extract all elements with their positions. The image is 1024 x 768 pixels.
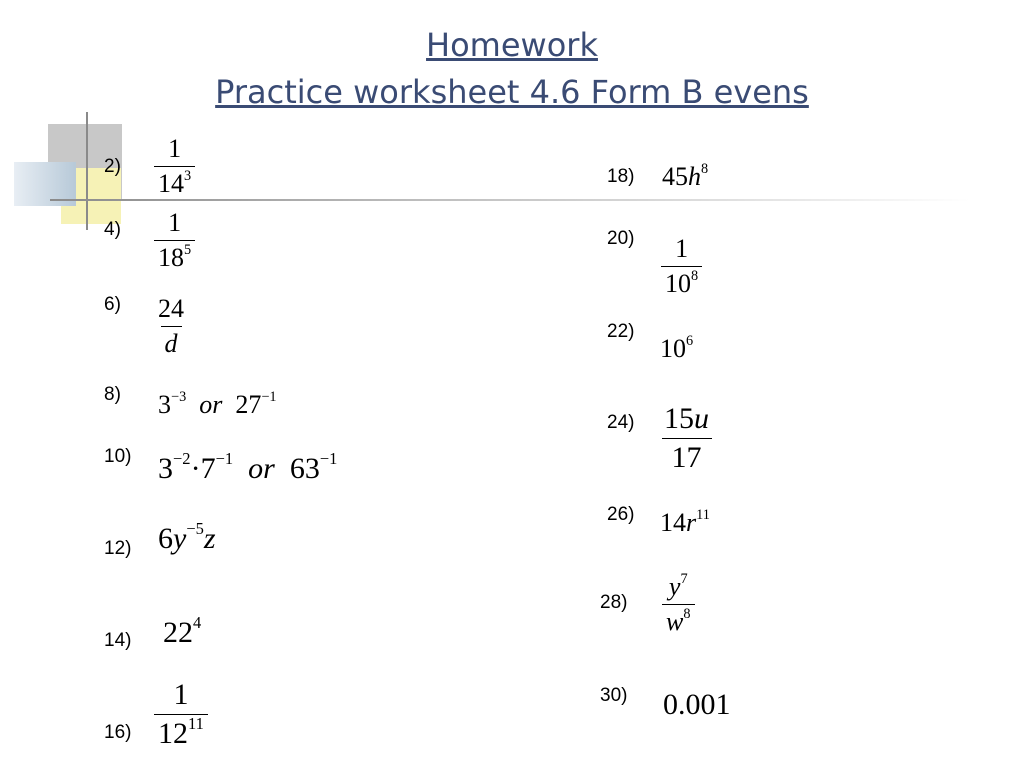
- problem-number-14: 14): [104, 630, 132, 651]
- page-subtitle: Practice worksheet 4.6 Form B evens: [215, 73, 809, 111]
- answer-4: $\frac{1}{18^5}$: [154, 210, 195, 271]
- answer-22: $10^6$: [660, 332, 694, 363]
- problem-number-28: 28): [600, 592, 628, 613]
- answer-18: $45h^8$: [662, 160, 709, 191]
- answer-20: $\frac{1}{10^8}$: [661, 236, 702, 297]
- problem-number-2: 2): [104, 156, 121, 177]
- problem-number-30: 30): [600, 685, 628, 706]
- problem-number-8: 8): [104, 384, 121, 405]
- problem-number-20: 20): [607, 228, 635, 249]
- problem-number-16: 16): [104, 722, 132, 743]
- problem-number-26: 26): [607, 504, 635, 525]
- problem-number-10: 10): [104, 446, 132, 467]
- problem-number-22: 22): [607, 321, 635, 342]
- answer-14: $22^4$: [163, 612, 202, 649]
- answer-8: $3^{-3}$ or $27^{-1}$: [158, 388, 277, 419]
- decor-vertical-line: [86, 112, 88, 230]
- answer-10: $3^{-2}\cdot 7^{-1}$ or $63^{-1}$: [158, 448, 338, 485]
- answer-26: $14r^{11}$: [660, 506, 710, 537]
- answer-6: $\frac{24}{d}$: [158, 294, 184, 358]
- problem-number-24: 24): [607, 412, 635, 433]
- answer-16: $\frac{1}{12^{11}}$: [154, 680, 208, 749]
- decor-horizontal-line: [50, 199, 970, 201]
- answer-24: $\frac{15u}{17}$: [660, 404, 713, 473]
- answer-30: 0.001: [663, 688, 731, 721]
- answer-12: $6y^{-5}z$: [158, 518, 216, 555]
- problem-number-18: 18): [607, 166, 635, 187]
- problem-number-6: 6): [104, 294, 121, 315]
- answer-28: $\frac{y^7}{w^8}$: [662, 574, 695, 635]
- page-title: Homework: [426, 26, 598, 64]
- answer-2: $\frac{1}{14^3}$: [154, 136, 195, 197]
- problem-number-12: 12): [104, 538, 132, 559]
- problem-number-4: 4): [104, 219, 121, 240]
